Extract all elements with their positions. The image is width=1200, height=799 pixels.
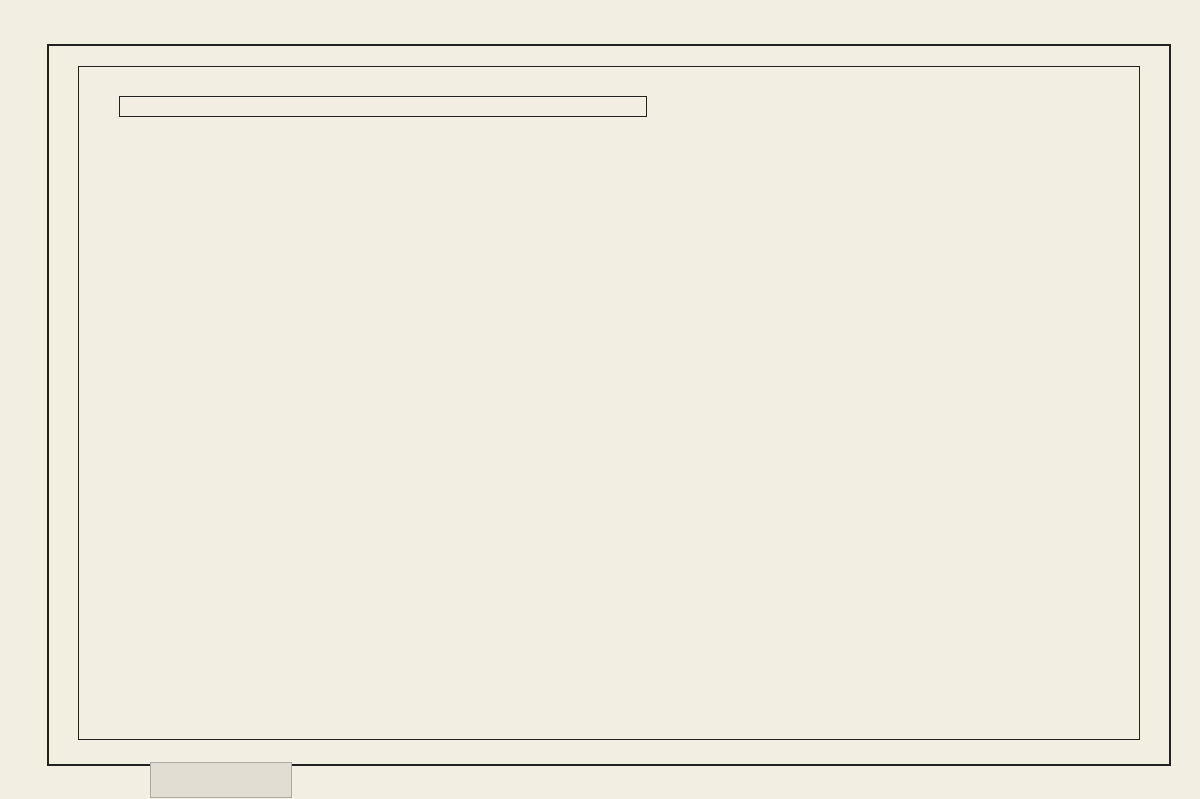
- museum-stamp: [150, 762, 292, 798]
- stamp-line-1: [151, 763, 291, 771]
- stamp-line-2: [151, 771, 291, 779]
